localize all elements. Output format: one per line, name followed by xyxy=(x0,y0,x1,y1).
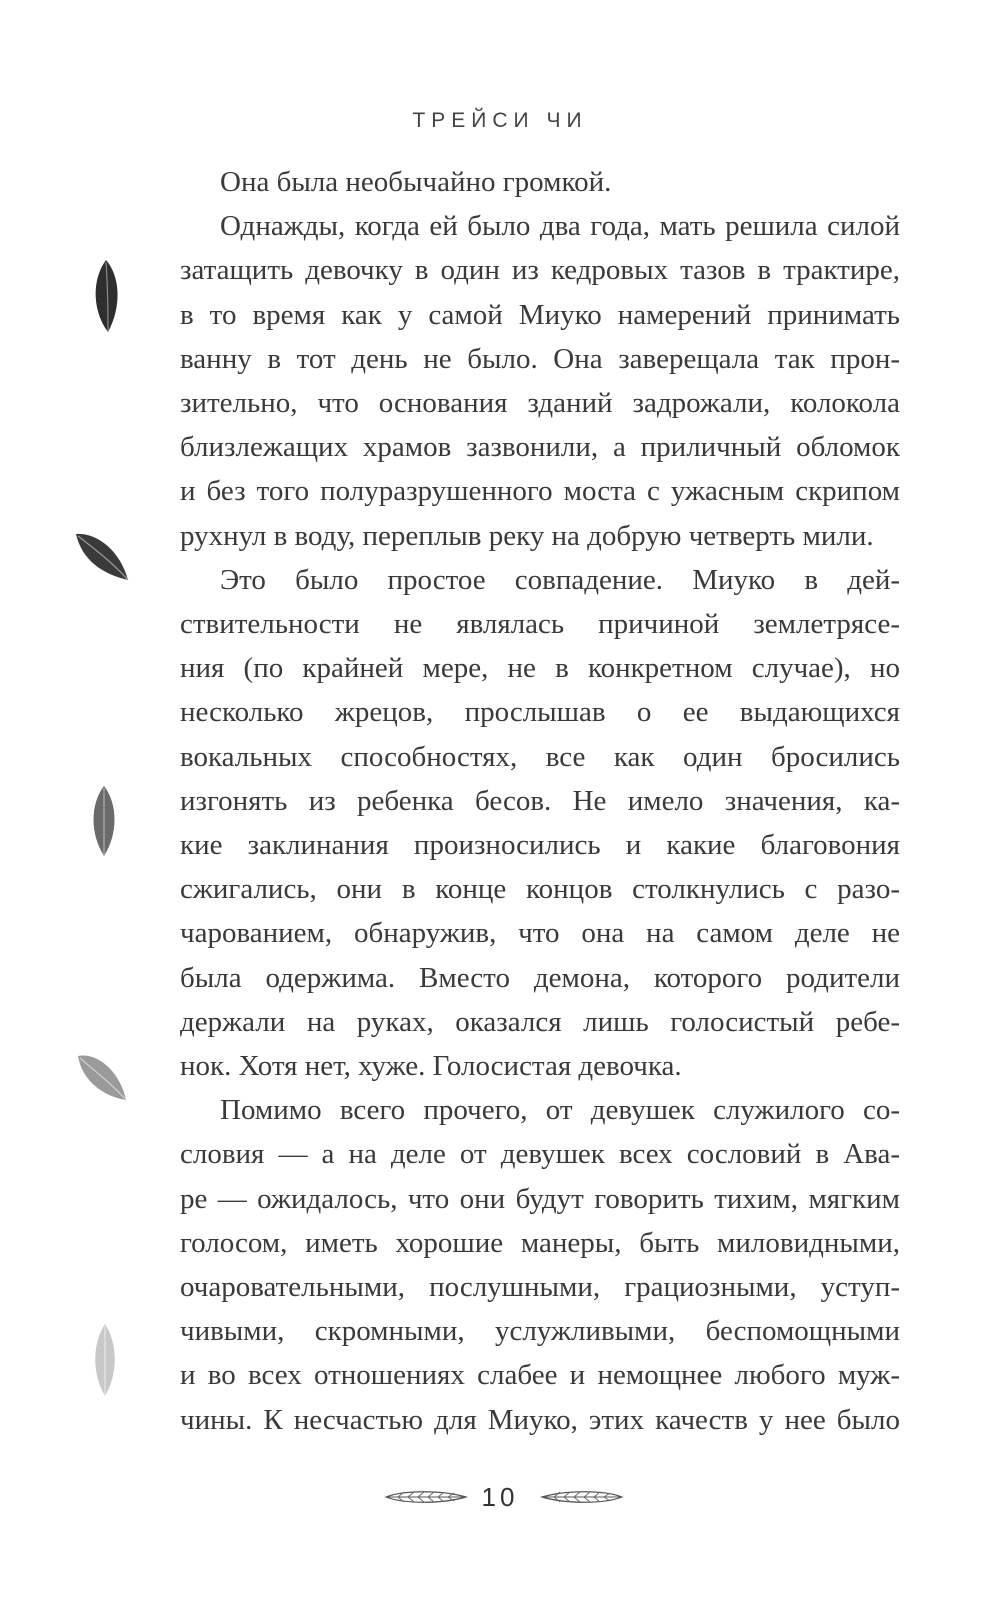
text-line: Однажды, когда ей было два года, мать решила силой xyxy=(220,210,900,243)
leaf-icon xyxy=(74,1050,130,1104)
text-line: кие заклинания произносились и какие благовония xyxy=(180,829,900,862)
paragraph xyxy=(180,558,900,1088)
paragraph xyxy=(180,204,900,558)
leaf-icon xyxy=(86,784,122,858)
running-head: ТРЕЙСИ ЧИ xyxy=(412,109,588,132)
page-number: 10 xyxy=(481,1482,519,1512)
text-line: очаровательными, послушными, грациозными, уступ- xyxy=(180,1271,900,1304)
text-line: несколько жрецов, прослышав о ее выдающихся xyxy=(180,696,900,729)
page-footer xyxy=(0,1482,1000,1522)
text-line: в то время как у самой Миуко намерений принимать xyxy=(180,298,900,331)
body-text xyxy=(180,160,900,1442)
text-line: ре — ожидалось, что они будут говорить тихим, мягким xyxy=(180,1182,900,1215)
text-line: ствительности не являлась причиной землетрясе- xyxy=(180,608,900,641)
text-line: сжигались, они в конце концов столкнулись с разо- xyxy=(180,873,900,906)
text-line: держали на руках, оказался лишь голосистый ребе- xyxy=(180,1005,900,1038)
text-line: изгонять из ребенка бесов. Не имело значения, ка- xyxy=(180,784,900,817)
text-line: Она была необычайно громкой. xyxy=(220,166,612,198)
leaf-icon xyxy=(88,1322,122,1398)
text-line: чины. К несчастью для Миуко, этих качеств у нее было xyxy=(180,1403,900,1436)
text-line: близлежащих храмов зазвонили, а приличный обломок xyxy=(180,431,900,464)
text-line: ния (по крайней мере, не в конкретном случае), но xyxy=(180,652,900,685)
text-line: и во всех отношениях слабее и немощнее любого муж- xyxy=(180,1359,900,1392)
feather-left-icon xyxy=(384,1488,468,1506)
text-line: чарованием, обнаружив, что она на самом деле не xyxy=(180,917,900,950)
text-line: была одержима. Вместо демона, которого родители xyxy=(180,961,900,994)
text-line: вокальных способностях, все как один бросились xyxy=(180,740,900,773)
text-line: Это было простое совпадение. Миуко в дей- xyxy=(220,563,900,596)
feather-right-icon xyxy=(540,1488,624,1506)
leaf-icon xyxy=(86,258,126,336)
text-line: ванну в тот день не было. Она заверещала так прон- xyxy=(180,342,900,375)
leaf-icon xyxy=(72,528,132,584)
text-line: словия — а на деле от девушек всех сословий в Ава- xyxy=(180,1138,900,1171)
paragraph xyxy=(180,160,900,204)
text-line: голосом, иметь хорошие манеры, быть миловидными, xyxy=(180,1226,900,1259)
paragraph xyxy=(180,1088,900,1442)
text-line: нок. Хотя нет, хуже. Голосистая девочка. xyxy=(180,1050,682,1083)
text-line: зительно, что основания зданий задрожали, колокола xyxy=(180,387,900,420)
text-line: рухнул в воду, переплыв реку на добрую четверть мили. xyxy=(180,519,874,552)
text-line: затащить девочку в один из кедровых тазов в трактире, xyxy=(180,254,900,287)
text-line: Помимо всего прочего, от девушек служилого со- xyxy=(220,1094,900,1127)
text-line: чивыми, скромными, услужливыми, беспомощными xyxy=(180,1315,900,1348)
text-line: и без того полуразрушенного моста с ужасным скрипом xyxy=(180,475,900,508)
